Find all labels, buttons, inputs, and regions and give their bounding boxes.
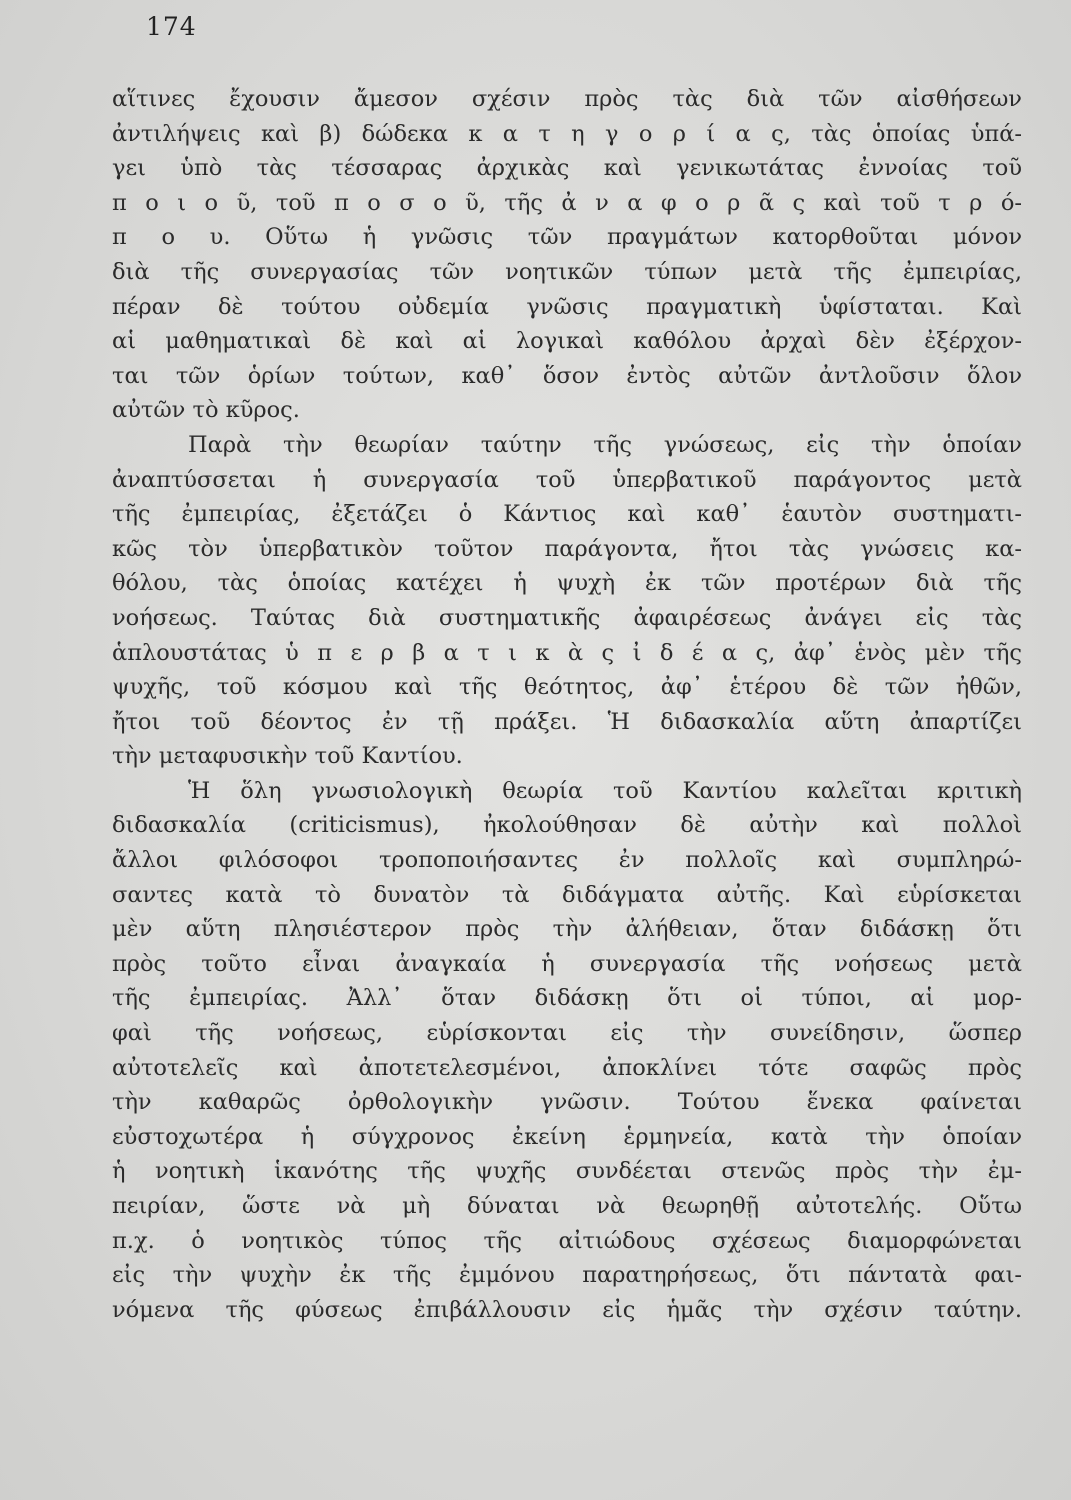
text-line: αἱ μαθηματικαὶ δὲ καὶ αἱ λογικαὶ καθόλου ἀρχαὶ δὲν ἐξέρχον-: [112, 328, 1022, 355]
text-line: εἰς τὴν ψυχὴν ἐκ τῆς ἐμμόνου παρατηρήσεως, ὅτι πάντατὰ φαι-: [112, 1262, 1022, 1289]
text-line: ἡ νοητικὴ ἱκανότης τῆς ψυχῆς συνδέεται στενῶς πρὸς τὴν ἐμ-: [112, 1158, 1022, 1185]
text-line: διδασκαλία (criticismus), ἠκολούθησαν δὲ αὐτὴν καὶ πολλοὶ: [112, 812, 1022, 839]
body-text: [112, 82, 1022, 1327]
text-line: νοήσεως. Ταύτας διὰ συστηματικῆς ἀφαιρέσεως ἀνάγει εἰς τὰς: [112, 604, 1022, 631]
text-line: διὰ τῆς συνεργασίας τῶν νοητικῶν τύπων μετὰ τῆς ἐμπειρίας,: [112, 258, 1022, 285]
text-line: πειρίαν, ὥστε νὰ μὴ δύναται νὰ θεωρηθῇ αὐτοτελής. Οὕτω: [112, 1193, 1022, 1219]
text-line: σαντες κατὰ τὸ δυνατὸν τὰ διδάγματα αὐτῆς. Καὶ εὑρίσκεται: [112, 881, 1022, 908]
text-line: γει ὑπὸ τὰς τέσσαρας ἀρχικὰς καὶ γενικωτάτας ἐννοίας τοῦ: [112, 155, 1022, 182]
text-line: πρὸς τοῦτο εἶναι ἀναγκαία ἡ συνεργασία τῆς νοήσεως μετὰ: [112, 950, 1022, 977]
text-line: αὐτῶν τὸ κῦρος.: [112, 397, 300, 424]
text-line: τὴν καθαρῶς ὀρθολογικὴν γνῶσιν. Τούτου ἕνεκα φαίνεται: [112, 1089, 1022, 1116]
text-line: π.χ. ὁ νοητικὸς τύπος τῆς αἰτιώδους σχέσεως διαμορφώνεται: [112, 1227, 1022, 1254]
text-line: νόμενα τῆς φύσεως ἐπιβάλλουσιν εἰς ἡμᾶς τὴν σχέσιν ταύτην.: [112, 1296, 1022, 1323]
text-line: ἀναπτύσσεται ἡ συνεργασία τοῦ ὑπερβατικοῦ παράγοντος μετὰ: [112, 466, 1022, 493]
text-line: Ἡ ὅλη γνωσιολογικὴ θεωρία τοῦ Καντίου καλεῖται κριτικὴ: [188, 777, 1022, 804]
text-line: ἤτοι τοῦ δέοντος ἐν τῇ πράξει. Ἡ διδασκαλία αὕτη ἀπαρτίζει: [112, 708, 1022, 735]
text-line: ἁπλουστάτας ὑ π ε ρ β α τ ι κ ὰ ς ἰ δ έ α ς, ἀφ᾽ ἑνὸς μὲν τῆς: [112, 639, 1022, 666]
text-line: ἄλλοι φιλόσοφοι τροποποιήσαντες ἐν πολλοῖς καὶ συμπληρώ-: [112, 847, 1022, 874]
text-line: θόλου, τὰς ὁποίας κατέχει ἡ ψυχὴ ἐκ τῶν προτέρων διὰ τῆς: [112, 570, 1022, 597]
text-line: ψυχῆς, τοῦ κόσμου καὶ τῆς θεότητος, ἀφ᾽ ἑτέρου δὲ τῶν ἠθῶν,: [112, 674, 1022, 701]
page-number: 174: [146, 12, 197, 41]
text-line: αἵτινες ἔχουσιν ἄμεσον σχέσιν πρὸς τὰς διὰ τῶν αἰσθήσεων: [112, 86, 1022, 112]
text-line: φαὶ τῆς νοήσεως, εὑρίσκονται εἰς τὴν συνείδησιν, ὥσπερ: [112, 1020, 1022, 1047]
text-line: κῶς τὸν ὑπερβατικὸν τοῦτον παράγοντα, ἤτοι τὰς γνώσεις κα-: [112, 535, 1022, 562]
text-line: ται τῶν ὁρίων τούτων, καθ᾽ ὅσον ἐντὸς αὐτῶν ἀντλοῦσιν ὅλον: [112, 362, 1022, 389]
text-line: τὴν μεταφυσικὴν τοῦ Καντίου.: [112, 743, 463, 770]
text-line: Παρὰ τὴν θεωρίαν ταύτην τῆς γνώσεως, εἰς τὴν ὁποίαν: [188, 431, 1022, 458]
text-line: τῆς ἐμπειρίας, ἐξετάζει ὁ Κάντιος καὶ καθ᾽ ἑαυτὸν συστηματι-: [112, 501, 1022, 528]
text-line: πέραν δὲ τούτου οὐδεμία γνῶσις πραγματικὴ ὑφίσταται. Καὶ: [112, 293, 1022, 320]
text-line: τῆς ἐμπειρίας. Ἀλλ᾽ ὅταν διδάσκῃ ὅτι οἱ τύποι, αἱ μορ-: [112, 985, 1022, 1012]
text-line: ἀντιλήψεις καὶ β) δώδεκα κ α τ η γ ο ρ ί α ς, τὰς ὁποίας ὑπά-: [112, 120, 1022, 147]
text-line: π ο ι ο ῦ, τοῦ π ο σ ο ῦ, τῆς ἀ ν α φ ο ρ ᾶ ς καὶ τοῦ τ ρ ό-: [112, 189, 1022, 216]
text-line: εὐστοχωτέρα ἡ σύγχρονος ἐκείνη ἑρμηνεία, κατὰ τὴν ὁποίαν: [112, 1123, 1022, 1150]
text-line: μὲν αὕτη πλησιέστερον πρὸς τὴν ἀλήθειαν, ὅταν διδάσκῃ ὅτι: [112, 916, 1022, 943]
text-line: αὐτοτελεῖς καὶ ἀποτετελεσμένοι, ἀποκλίνει τότε σαφῶς πρὸς: [112, 1054, 1022, 1081]
text-line: π ο υ. Οὕτω ἡ γνῶσις τῶν πραγμάτων κατορθοῦται μόνον: [112, 224, 1022, 251]
